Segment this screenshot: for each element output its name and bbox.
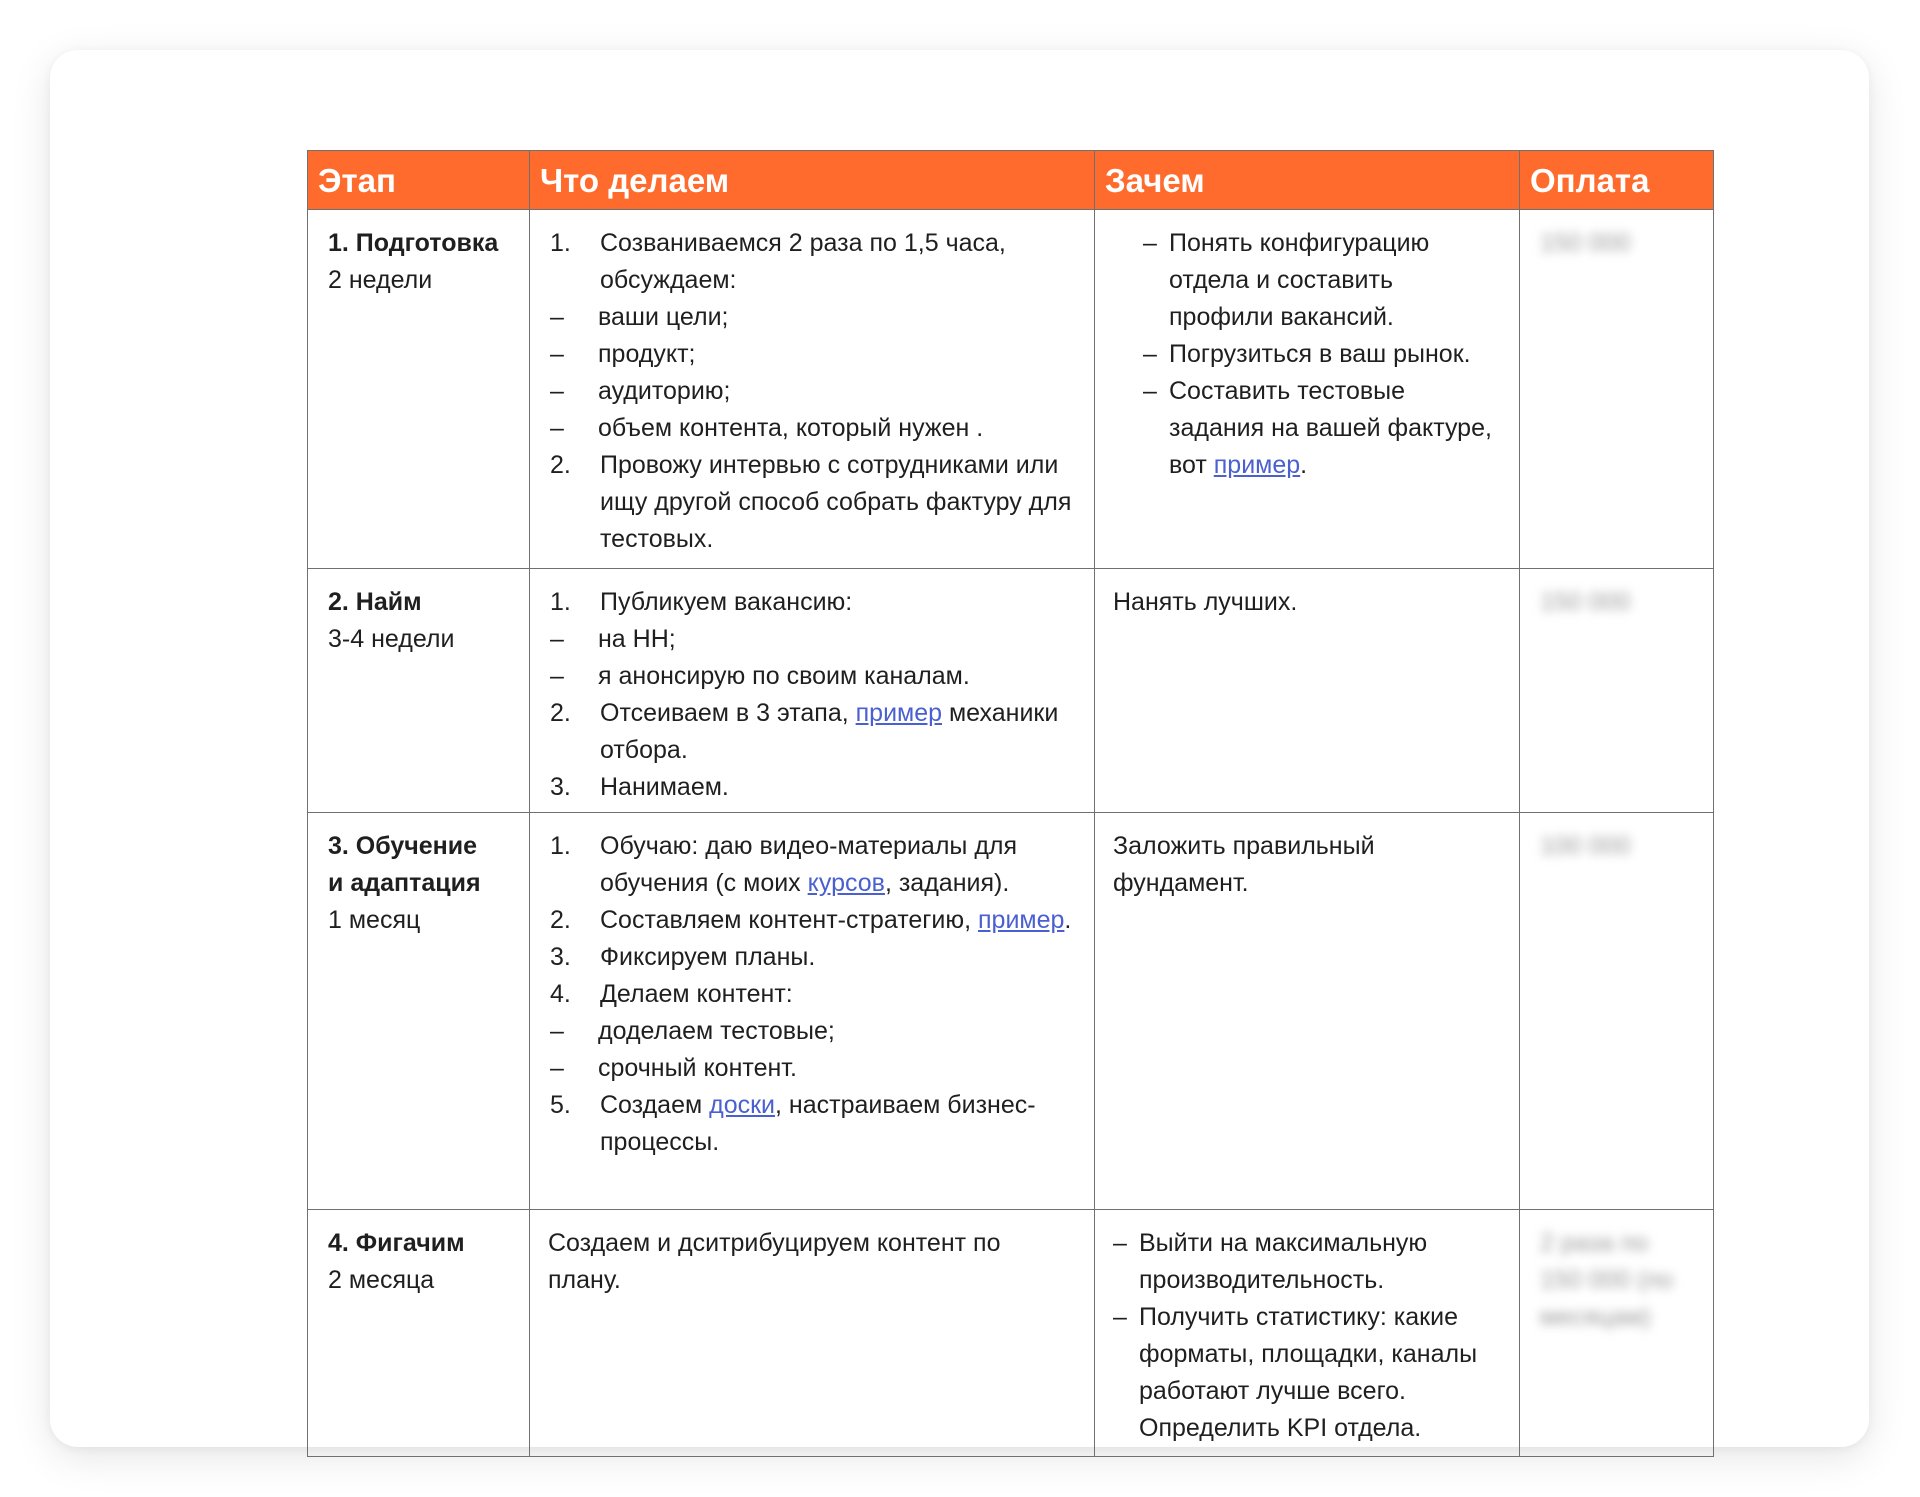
sub-item-text: доделаем тестовые; (598, 1017, 835, 1045)
payment-cell (1520, 569, 1714, 813)
why-item (1113, 1225, 1499, 1299)
list-item-text: механики отбора. (600, 699, 1059, 764)
dash-mark: – (550, 377, 564, 405)
dash-mark: – (550, 625, 564, 653)
sub-item-text: аудиторию; (598, 377, 731, 405)
table-header-row (308, 151, 1714, 210)
document-card (50, 50, 1869, 1447)
stage-title: и адаптация (328, 869, 481, 897)
stage-duration: 2 месяца (328, 1266, 435, 1294)
list-item-text: Созваниваемся 2 раза по 1,5 часа, обсуждаем: (600, 229, 1006, 294)
list-item-text: , задания). (884, 869, 1010, 897)
what-list (550, 828, 1074, 1013)
sub-item (550, 621, 1074, 658)
list-item-text: Нанимаем. (600, 773, 729, 801)
dash-mark: – (550, 1054, 564, 1082)
dash-mark: – (1143, 377, 1157, 405)
payment-cell (1520, 813, 1714, 1210)
table-row (308, 1210, 1714, 1457)
list-item-text: . (1064, 906, 1072, 934)
stage-title: 1. Подготовка (328, 229, 499, 257)
why-cell (1095, 1210, 1520, 1457)
dash-mark: – (550, 340, 564, 368)
what-list (550, 225, 1074, 299)
stage-title: 4. Фигачим (328, 1229, 465, 1257)
list-item (550, 976, 1074, 1013)
punctuation: . (1300, 451, 1308, 479)
payment-amount-blurred: 150 000 (1540, 229, 1631, 257)
dash-mark: – (550, 303, 564, 331)
why-cell (1095, 813, 1520, 1210)
sub-item (550, 1013, 1074, 1050)
table-row (308, 569, 1714, 813)
payment-amount-blurred: 100 000 (1540, 832, 1631, 860)
header-what: Что делаем (530, 151, 1095, 210)
header-why: Зачем (1095, 151, 1520, 210)
list-item (550, 769, 1074, 806)
what-cell (530, 210, 1095, 569)
what-list-cont (550, 695, 1074, 806)
list-item-text: Делаем контент: (600, 980, 793, 1008)
what-list (550, 584, 1074, 621)
sub-item-text: срочный контент. (598, 1054, 797, 1082)
dash-mark: – (550, 414, 564, 442)
list-number: 4. (550, 980, 571, 1008)
stage-cell (308, 813, 530, 1210)
dash-mark: – (550, 662, 564, 690)
plan-table (307, 150, 1714, 1457)
sub-item (550, 410, 1074, 447)
sub-list (550, 621, 1074, 695)
list-item-text: Публикуем вакансию: (600, 588, 853, 616)
list-item (550, 828, 1074, 902)
list-number: 3. (550, 943, 571, 971)
sub-item-text: я анонсирую по своим каналам. (598, 662, 970, 690)
payment-cell (1520, 210, 1714, 569)
example-link[interactable]: пример (855, 699, 943, 727)
list-number: 1. (550, 229, 571, 257)
sub-item-text: продукт; (598, 340, 696, 368)
what-cell (530, 813, 1095, 1210)
list-item-text: , настраиваем бизнес-процессы. (600, 1091, 1036, 1156)
stage-cell (308, 569, 530, 813)
example-link[interactable]: пример (1213, 451, 1301, 479)
why-text: Нанять лучших. (1113, 588, 1298, 616)
example-link[interactable]: пример (978, 906, 1065, 934)
sub-item (550, 1050, 1074, 1087)
what-list-cont (550, 447, 1074, 558)
stage-cell (308, 210, 530, 569)
stage-title: 2. Найм (328, 588, 422, 616)
list-item (550, 902, 1074, 939)
why-item (1143, 225, 1499, 336)
list-number: 2. (550, 906, 571, 934)
list-item-text: Обучаю: даю видео-материалы для обучения (с моих (600, 832, 1018, 897)
boards-link[interactable]: доски (709, 1091, 776, 1119)
table-row (308, 210, 1714, 569)
table-row (308, 813, 1714, 1210)
list-item-text: Отсеиваем в 3 этапа, (600, 699, 856, 727)
sub-item (550, 336, 1074, 373)
stage-duration: 2 недели (328, 266, 433, 294)
what-cell (530, 1210, 1095, 1457)
sub-item (550, 373, 1074, 410)
why-item (1143, 373, 1499, 484)
sub-item-text: на HH; (598, 625, 676, 653)
why-list (1143, 225, 1499, 484)
dash-mark: – (550, 1017, 564, 1045)
dash-mark: – (1143, 340, 1157, 368)
why-list (1113, 1225, 1499, 1447)
what-text: Создаем и дситрибуцируем контент по плану. (548, 1229, 1001, 1294)
why-item-text: Получить статистику: какие форматы, площадки, каналы работают лучше всего. Определить KPI отдела. (1139, 1303, 1478, 1442)
stage-cell (308, 1210, 530, 1457)
sub-item (550, 658, 1074, 695)
payment-amount-blurred: 2 раза по 150 000 (по месяцам) (1540, 1229, 1674, 1331)
list-number: 2. (550, 451, 571, 479)
dash-mark: – (1143, 229, 1157, 257)
list-item (550, 447, 1074, 558)
dash-mark: – (1113, 1229, 1127, 1257)
list-item (550, 1087, 1074, 1161)
list-item (550, 225, 1074, 299)
list-item-text: Составляем контент-стратегию, (600, 906, 978, 934)
what-cell (530, 569, 1095, 813)
why-text: Заложить правильный фундамент. (1113, 832, 1375, 897)
list-item-text: Провожу интервью с сотрудниками или ищу другой способ собрать фактуру для тестовых. (600, 451, 1072, 553)
list-number: 1. (550, 588, 571, 616)
dash-mark: – (1113, 1303, 1127, 1331)
header-stage: Этап (308, 151, 530, 210)
payment-cell (1520, 1210, 1714, 1457)
list-item (550, 695, 1074, 769)
list-number: 2. (550, 699, 571, 727)
stage-duration: 3-4 недели (328, 625, 455, 653)
why-cell (1095, 569, 1520, 813)
why-cell (1095, 210, 1520, 569)
sub-item (550, 299, 1074, 336)
list-item-text: Фиксируем планы. (600, 943, 816, 971)
sub-list (550, 1013, 1074, 1087)
list-number: 3. (550, 773, 571, 801)
why-item-text: Составить тестовые задания на вашей фактуре, вот (1169, 377, 1492, 479)
why-item-text: Понять конфигурацию отдела и составить профили вакансий. (1169, 229, 1430, 331)
what-list-cont (550, 1087, 1074, 1161)
list-item-text: Создаем (600, 1091, 710, 1119)
why-item (1143, 336, 1499, 373)
sub-item-text: ваши цели; (598, 303, 729, 331)
list-number: 1. (550, 832, 571, 860)
courses-link[interactable]: курсов (807, 869, 885, 897)
stage-title: 3. Обучение (328, 832, 478, 860)
list-item (550, 939, 1074, 976)
list-item (550, 584, 1074, 621)
list-number: 5. (550, 1091, 571, 1119)
sub-item-text: объем контента, который нужен . (598, 414, 984, 442)
sub-list (550, 299, 1074, 447)
why-item (1113, 1299, 1499, 1447)
why-item-text: Выйти на максимальную производительность. (1139, 1229, 1428, 1294)
header-payment: Оплата (1520, 151, 1714, 210)
stage-duration: 1 месяц (328, 906, 421, 934)
payment-amount-blurred: 150 000 (1540, 588, 1631, 616)
why-item-text: Погрузиться в ваш рынок. (1169, 340, 1471, 368)
